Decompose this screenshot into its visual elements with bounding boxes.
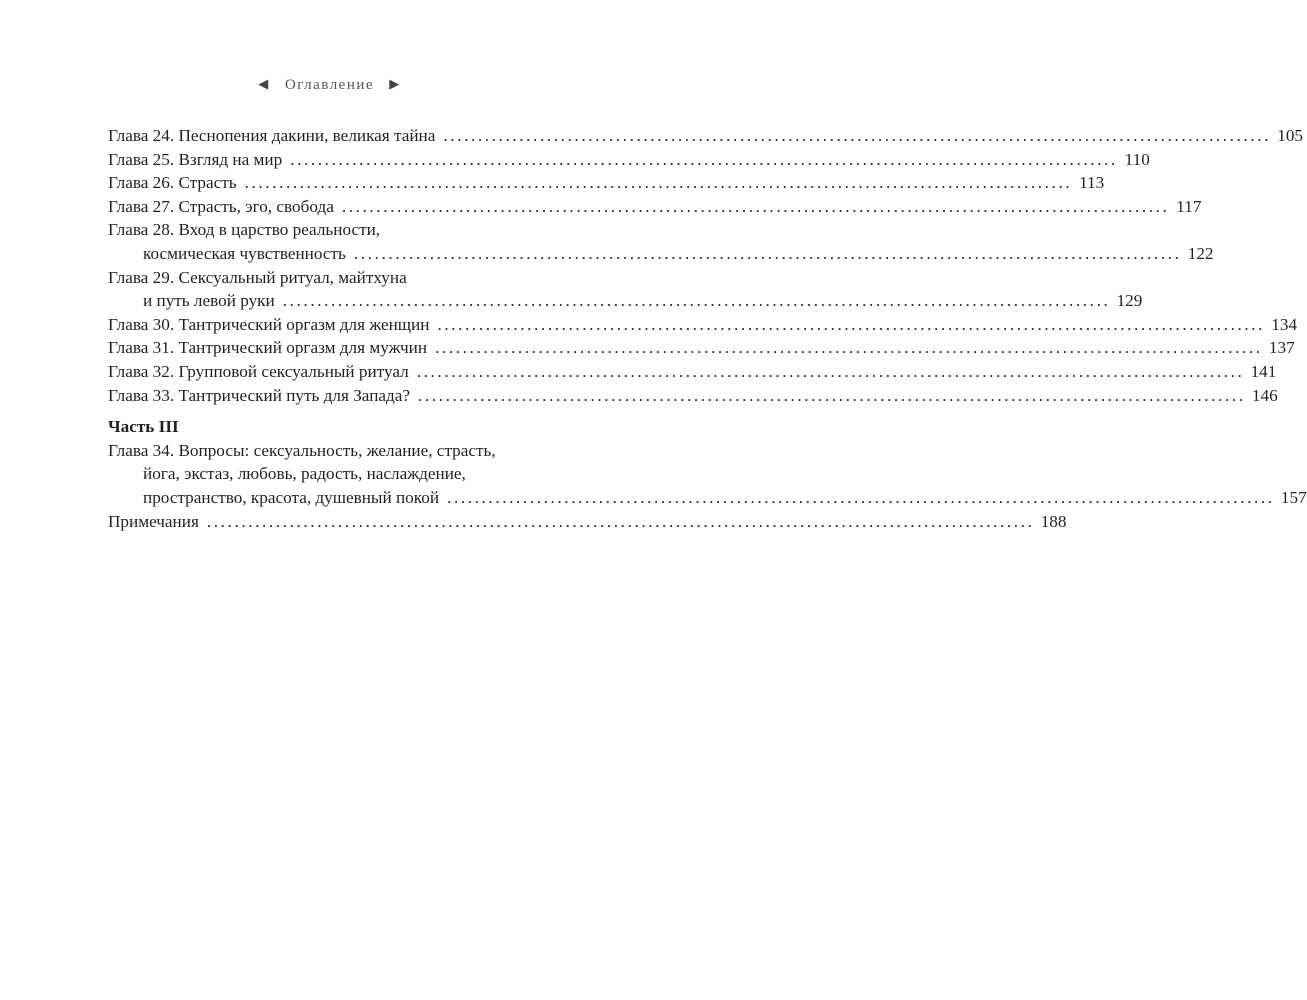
dot-leader: ........................................................................................................................ xyxy=(244,173,1073,193)
toc-entry[interactable] xyxy=(108,360,1277,384)
toc-entry[interactable] xyxy=(108,171,1105,195)
toc-entry-line xyxy=(108,124,1304,148)
toc-entry-line xyxy=(108,289,1143,313)
dot-leader: ........................................................................................................................ xyxy=(437,314,1266,334)
toc-entry[interactable] xyxy=(108,195,1202,219)
toc-entry[interactable] xyxy=(108,124,1304,148)
toc-entry-line xyxy=(108,313,1298,337)
toc-page-number: 122 xyxy=(1187,243,1214,263)
toc-entry-line xyxy=(108,486,1307,510)
toc-entry[interactable] xyxy=(108,510,1067,534)
toc-page-number: 137 xyxy=(1268,338,1295,358)
toc-page-number: 117 xyxy=(1176,196,1202,216)
running-head-title: Оглавление xyxy=(284,77,375,93)
dot-leader: ........................................................................................................................ xyxy=(290,149,1118,169)
dot-leader: ........................................................................................................................ xyxy=(418,385,1246,405)
toc-entry[interactable] xyxy=(108,336,1295,360)
toc-entry[interactable] xyxy=(108,218,1214,265)
toc-entry-line xyxy=(108,439,576,463)
toc-entry-title: и путь левой руки xyxy=(143,291,275,311)
toc-entry-title: йога, экстаз, любовь, радость, наслаждение, xyxy=(143,464,466,484)
toc-entry-title: пространство, красота, душевный покой xyxy=(143,487,440,507)
toc-page-number: 113 xyxy=(1079,173,1105,193)
part-heading: Часть III xyxy=(108,417,179,437)
toc-entry-line xyxy=(108,218,576,242)
toc-page-number: 146 xyxy=(1251,385,1278,405)
toc-entry-title: Глава 34. Вопросы: сексуальность, желание, страсть, xyxy=(108,440,496,460)
toc-entry-title: Глава 33. Тантрический путь для Запада? xyxy=(108,385,411,405)
dot-leader: ........................................................................................................................ xyxy=(206,511,1035,531)
toc-entry-line xyxy=(108,195,1202,219)
toc-entry-line xyxy=(108,510,1067,534)
toc-page-number: 157 xyxy=(1280,487,1307,507)
toc-entry-title: Глава 32. Групповой сексуальный ритуал xyxy=(108,361,409,381)
toc-entries xyxy=(108,124,1304,407)
toc-entry-line xyxy=(108,242,1214,266)
toc-entry-line xyxy=(108,360,1277,384)
toc-entry-title: Примечания xyxy=(108,511,199,531)
dot-leader: ........................................................................................................................ xyxy=(447,487,1275,507)
toc-entry-line xyxy=(108,384,1278,408)
toc-page-number: 105 xyxy=(1277,126,1304,145)
dot-leader: ........................................................................................................................ xyxy=(353,243,1182,263)
dot-leader: ........................................................................................................................ xyxy=(341,196,1170,216)
toc-entry[interactable] xyxy=(108,148,1150,172)
toc-page-number: 134 xyxy=(1271,314,1298,334)
toc-page-number: 129 xyxy=(1116,291,1143,311)
toc-entry-line xyxy=(108,171,1105,195)
toc-page-number: 141 xyxy=(1250,361,1277,381)
toc-entry-line xyxy=(108,266,576,290)
toc-entry-title: Глава 31. Тантрический оргазм для мужчин xyxy=(108,338,428,358)
toc-entry[interactable] xyxy=(108,266,1143,313)
toc-page-number: 188 xyxy=(1040,511,1067,531)
next-arrow-icon: ▶ xyxy=(389,76,401,91)
toc-entry-line xyxy=(108,462,576,486)
toc-page-number: 110 xyxy=(1124,149,1150,169)
table-of-contents xyxy=(108,124,1307,533)
toc-entry-line xyxy=(108,336,1295,360)
dot-leader: ........................................................................................................................ xyxy=(435,338,1263,358)
toc-part-entries xyxy=(108,439,1307,533)
toc-entry-title: Глава 24. Песнопения дакини, великая тайна xyxy=(108,126,436,145)
toc-entry-title: Глава 25. Взгляд на мир xyxy=(108,149,283,169)
toc-entry-title: Глава 26. Страсть xyxy=(108,173,237,193)
toc-entry[interactable] xyxy=(108,439,1307,510)
toc-entry[interactable] xyxy=(108,384,1278,408)
toc-entry-title: Глава 29. Сексуальный ритуал, майтхуна xyxy=(108,267,407,287)
dot-leader: ........................................................................................................................ xyxy=(416,361,1245,381)
toc-entry-title: Глава 30. Тантрический оргазм для женщин xyxy=(108,314,430,334)
toc-entry[interactable] xyxy=(108,313,1298,337)
toc-entry-title: космическая чувственность xyxy=(143,243,346,263)
toc-entry-title: Глава 28. Вход в царство реальности, xyxy=(108,220,381,240)
running-head xyxy=(0,74,659,95)
toc-entry-title: Глава 27. Страсть, эго, свобода xyxy=(108,196,334,216)
toc-entry-line xyxy=(108,148,1150,172)
dot-leader: ........................................................................................................................ xyxy=(282,291,1111,311)
dot-leader: ........................................................................................................................ xyxy=(443,126,1272,145)
prev-arrow-icon: ◀ xyxy=(258,76,270,91)
